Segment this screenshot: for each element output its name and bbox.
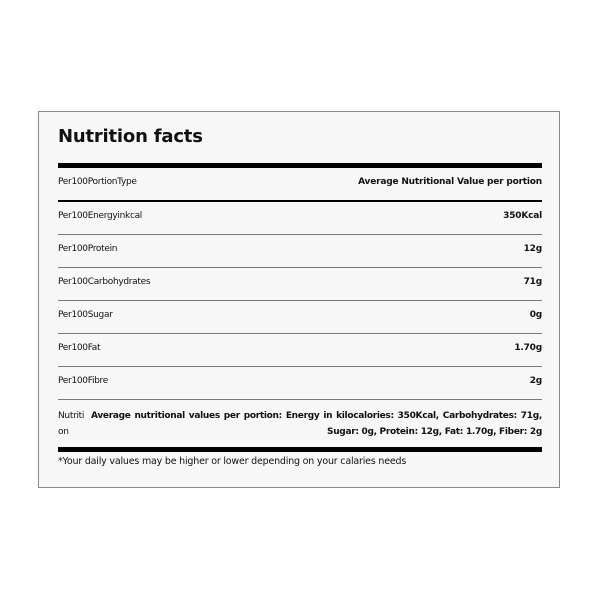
divider-thick-top [58, 163, 542, 168]
divider-header [58, 200, 542, 202]
nutrient-key: Per100Fat [58, 343, 101, 353]
divider-thick-bottom [58, 447, 542, 452]
nutrient-row-fat [58, 340, 542, 360]
nutrient-value: 0g [529, 310, 542, 320]
nutrient-key: Per100Fibre [58, 376, 108, 386]
nutrient-key: Per100Sugar [58, 310, 113, 320]
header-row-value: Average Nutritional Value per portion [358, 177, 542, 187]
nutrient-row-protein [58, 241, 542, 261]
divider-row [58, 234, 542, 235]
nutrition-facts-panel [38, 111, 560, 488]
nutrient-key: Per100Energyinkcal [58, 211, 143, 221]
nutrient-key: Per100Carbohydrates [58, 277, 151, 287]
divider-row [58, 399, 542, 400]
nutrient-row-energy [58, 208, 542, 228]
nutrient-row-sugar [58, 307, 542, 327]
nutrient-value: 350Kcal [503, 211, 542, 221]
summary-key: Nutrition [58, 411, 85, 437]
nutrient-row-carbohydrates [58, 274, 542, 294]
nutrient-value: 71g [523, 277, 542, 287]
nutrient-key: Per100Protein [58, 244, 118, 254]
divider-row [58, 333, 542, 334]
nutrient-value: 12g [523, 244, 542, 254]
summary-value: Average nutritional values per portion: Energy in kilocalories: 350Kcal, Carbohydrates: 71g, Sugar: 0g, Protein: 12g, Fat: 1.70g, Fiber: 2g [91, 411, 542, 437]
daily-values-footnote: *Your daily values may be higher or lower depending on your calaries needs [58, 456, 407, 467]
nutrient-value: 2g [529, 376, 542, 386]
nutrient-value: 1.70g [514, 343, 542, 353]
divider-row [58, 300, 542, 301]
nutrient-row-fibre [58, 373, 542, 393]
header-row [58, 174, 542, 194]
divider-row [58, 366, 542, 367]
header-row-key: Per100PortionType [58, 177, 137, 187]
divider-row [58, 267, 542, 268]
panel-title: Nutrition facts [58, 126, 203, 147]
